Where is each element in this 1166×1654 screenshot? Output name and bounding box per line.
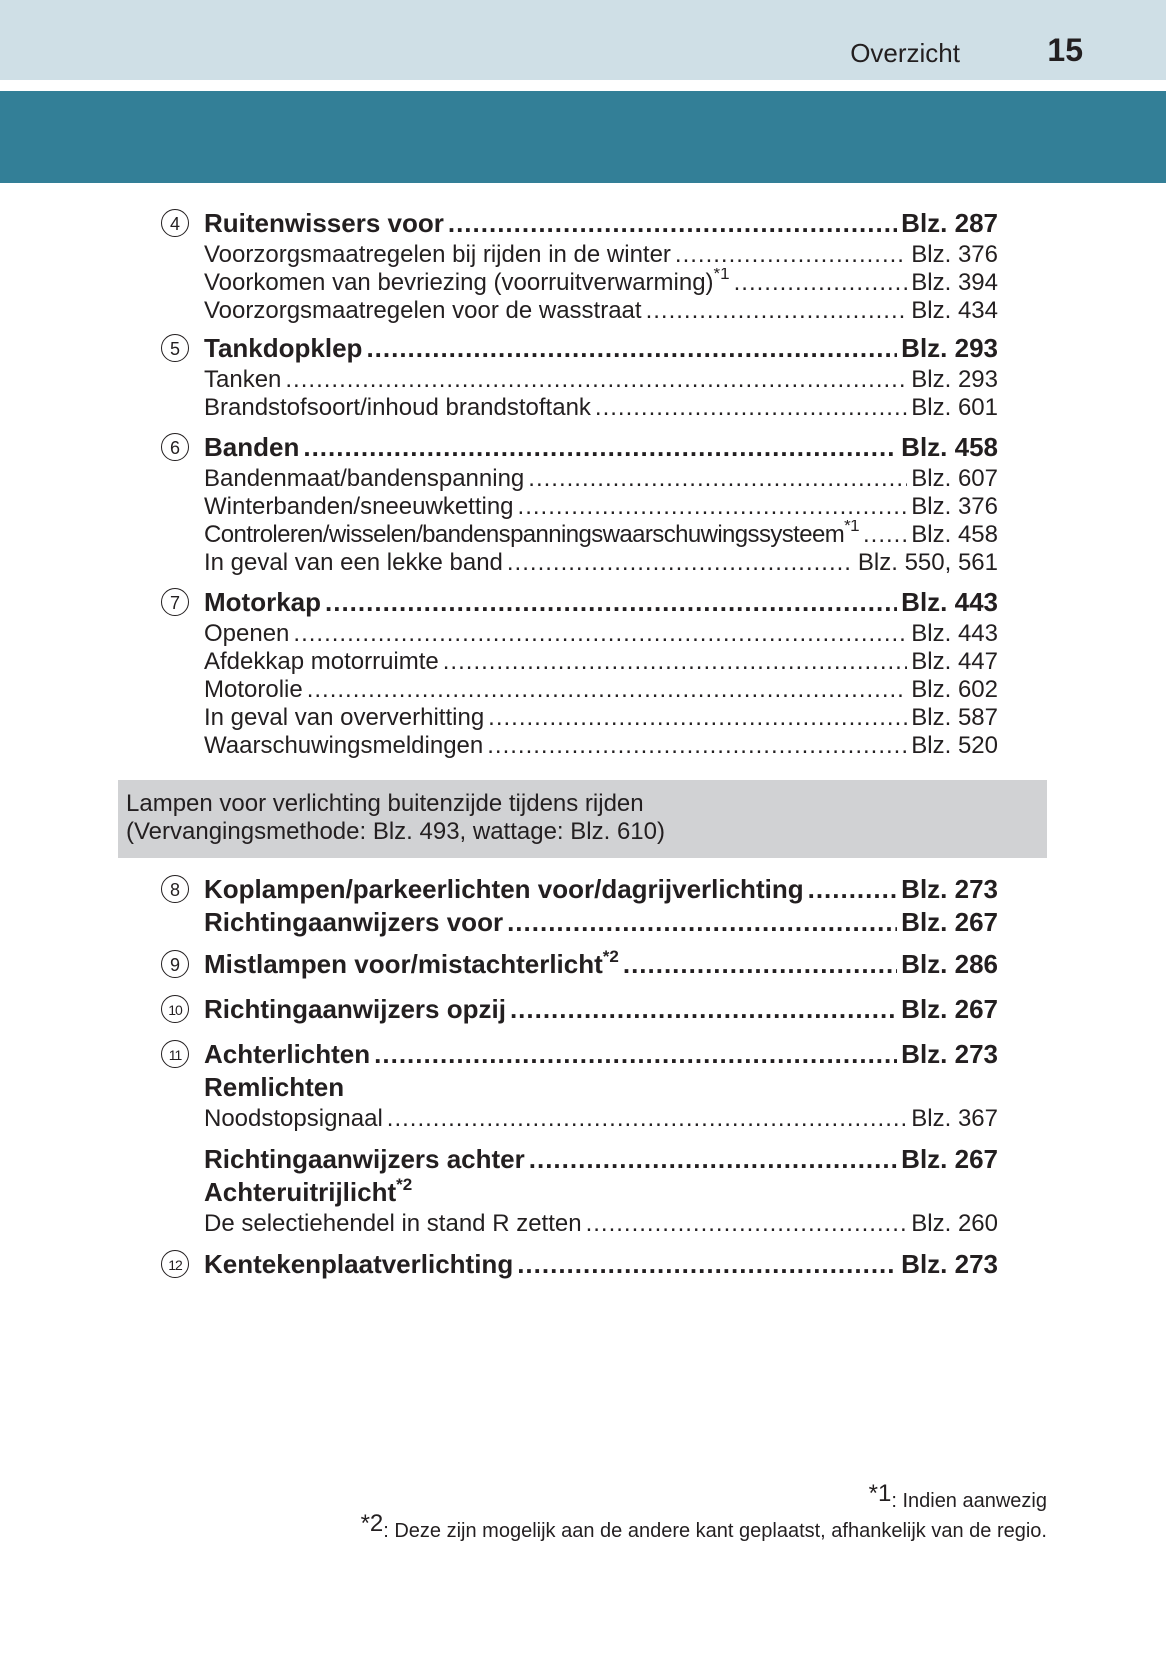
toc-entry-banden[interactable]: Banden ..... Blz. 458 bbox=[204, 430, 998, 464]
toc-entry-kentekenplaatverlichting[interactable]: Kentekenplaatverlichting ..... Blz. 273 bbox=[204, 1247, 998, 1281]
item-number-10: 10 bbox=[161, 995, 189, 1023]
chapter-band bbox=[0, 91, 1166, 183]
toc-entry-richtingaanwijzers-achter[interactable]: Richtingaanwijzers achter ..... Blz. 267 bbox=[204, 1142, 998, 1176]
toc-entry-mistlampen[interactable]: Mistlampen voor/mistachterlicht$^{*2}$ ..... Blz. 286 bbox=[204, 947, 998, 981]
item-number-6: 6 bbox=[161, 433, 189, 461]
toc-entry-ruitenwissers[interactable] bbox=[204, 206, 998, 240]
toc-subentry[interactable]: Motorolie ..... Blz. 602 bbox=[204, 675, 998, 705]
toc-subentry[interactable]: Controleren/wisselen/bandenspanningswaarschuwingssysteem$^{*1}$ ..... Blz. 458 bbox=[204, 520, 998, 550]
toc-subentry[interactable]: Voorzorgsmaatregelen voor de wasstraat ..... Blz. 434 bbox=[204, 296, 998, 326]
item-number-5: 5 bbox=[161, 334, 189, 362]
toc-entry-motorkap[interactable]: Motorkap ..... Blz. 443 bbox=[204, 585, 998, 619]
item-number-4: 4 bbox=[161, 209, 189, 237]
exterior-lamps-title: Lampen voor verlichting buitenzijde tijdens rijden bbox=[126, 790, 644, 817]
toc-subentry[interactable]: Tanken ..... Blz. 293 bbox=[204, 365, 998, 395]
toc-entry-tankdopklep[interactable]: Tankdopklep ..... Blz. 293 bbox=[204, 331, 998, 365]
item-number-9: 9 bbox=[161, 950, 189, 978]
item-number-8: 8 bbox=[161, 875, 189, 903]
toc-entry-achterlichten[interactable]: Achterlichten ..... Blz. 273 bbox=[204, 1037, 998, 1071]
toc-subentry[interactable]: Winterbanden/sneeuwketting ..... Blz. 376 bbox=[204, 492, 998, 522]
toc-subentry[interactable]: Waarschuwingsmeldingen ..... Blz. 520 bbox=[204, 731, 998, 761]
toc-heading-remlichten: Remlichten bbox=[204, 1072, 345, 1102]
item-number-7: 7 bbox=[161, 588, 189, 616]
toc-subentry[interactable]: Afdekkap motorruimte ..... Blz. 447 bbox=[204, 647, 998, 677]
toc-subentry[interactable]: Noodstopsignaal ..... Blz. 367 bbox=[204, 1104, 998, 1134]
footnote-ref: *1 bbox=[844, 520, 859, 535]
toc-subentry[interactable]: Voorkomen van bevriezing (voorruitverwarming)$^{*1}$ ..... Blz. 394 bbox=[204, 268, 998, 298]
footnote-ref: *2 bbox=[602, 947, 619, 966]
footnote-2: *2: Deze zijn mogelijk aan de andere kant geplaatst, afhankelijk van de regio. bbox=[360, 1510, 1047, 1542]
section-title: Overzicht bbox=[850, 38, 960, 68]
toc-subentry[interactable]: Bandenmaat/bandenspanning ..... Blz. 607 bbox=[204, 464, 998, 494]
toc-heading-achteruitrijlicht: Achteruitrijlicht$^{*2}$ bbox=[204, 1175, 413, 1207]
item-number-12: 12 bbox=[161, 1250, 189, 1278]
footnote-ref: *2 bbox=[396, 1175, 413, 1194]
toc-entry-richtingaanwijzers-opzij[interactable]: Richtingaanwijzers opzij ..... Blz. 267 bbox=[204, 992, 998, 1026]
footnote-1: *1: Indien aanwezig bbox=[868, 1480, 1047, 1512]
toc-subentry[interactable]: In geval van een lekke band ..... Blz. 550, 561 bbox=[204, 548, 998, 578]
toc-subentry[interactable]: In geval van oververhitting ..... Blz. 587 bbox=[204, 703, 998, 733]
toc-entry-richtingaanwijzers-voor[interactable]: Richtingaanwijzers voor ..... Blz. 267 bbox=[204, 905, 998, 939]
header-band bbox=[0, 0, 1166, 80]
toc-subentry[interactable]: Openen ..... Blz. 443 bbox=[204, 619, 998, 649]
exterior-lamps-refs: (Vervangingsmethode: Blz. 493, wattage: Blz. 610) bbox=[126, 818, 665, 845]
entry-label: Ruitenwissers voor bbox=[204, 208, 444, 238]
toc-subentry[interactable]: Voorzorgsmaatregelen bij rijden in de winter ..... Blz. 376 bbox=[204, 240, 998, 270]
footnote-ref: *1 bbox=[713, 268, 730, 283]
toc-subentry[interactable]: De selectiehendel in stand R zetten ..... Blz. 260 bbox=[204, 1209, 998, 1239]
page-ref: Blz. 287 bbox=[901, 208, 998, 238]
toc-entry-koplampen[interactable]: Koplampen/parkeerlichten voor/dagrijverlichting ..... Blz. 273 bbox=[204, 872, 998, 906]
page-number: 15 bbox=[1047, 32, 1083, 68]
toc-subentry[interactable]: Brandstofsoort/inhoud brandstoftank ..... Blz. 601 bbox=[204, 393, 998, 423]
item-number-11: 11 bbox=[161, 1040, 189, 1068]
